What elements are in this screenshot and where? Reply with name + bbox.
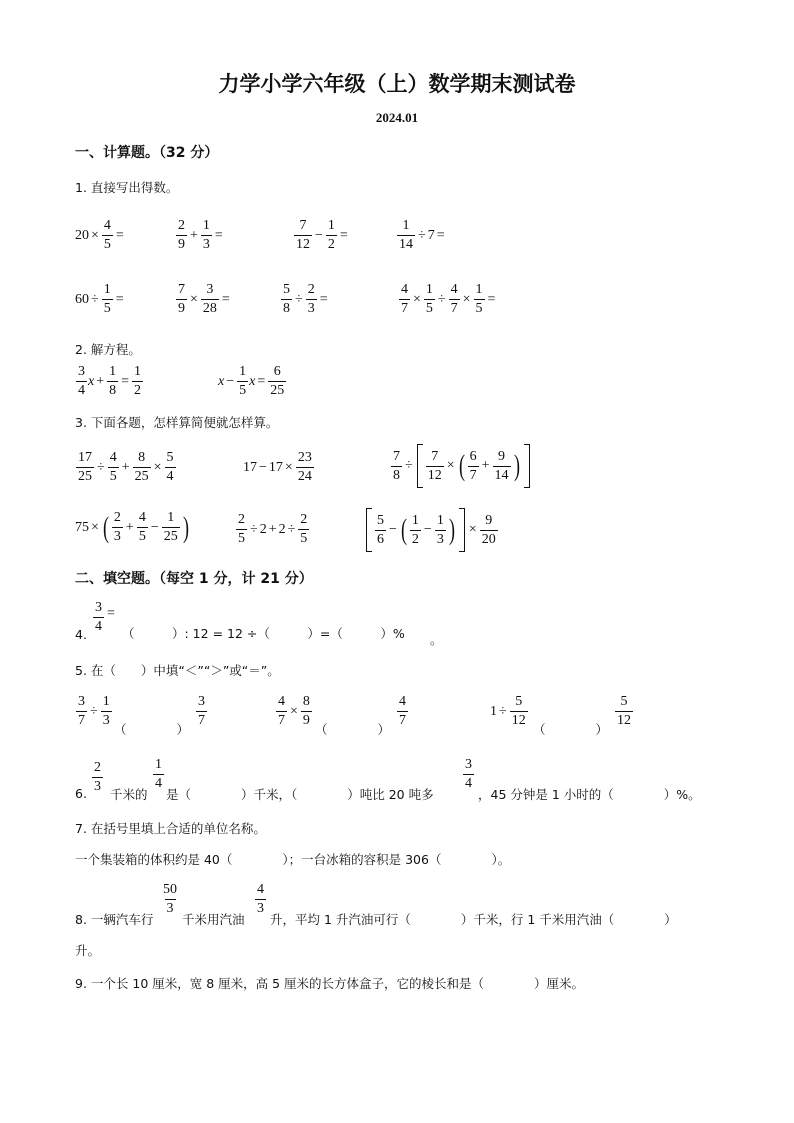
q1-expr-1: 20 × $\frac{4}{5}$ = — [75, 218, 124, 252]
q6-number: 6. — [75, 786, 87, 801]
question-9: 9. 一个长 10 厘米，宽 8 厘米，高 5 厘米的长方体盒子，它的棱长和是（ ）厘米。 — [75, 976, 585, 991]
q4-end: 。 — [430, 632, 443, 647]
q2-equation-2: x − $\frac{1}{5}$ x = $\frac{6}{25}$ — [218, 364, 285, 398]
q3-expr-1: $\frac{17}{25}$ ÷ $\frac{4}{5}$ + $\frac{8}{25}$ × $\frac{5}{4}$ — [78, 450, 174, 484]
q5-blank-3: （ ） — [533, 722, 609, 737]
q6-text-a: 千米的 — [110, 787, 148, 802]
q8-text-c: 升。 — [75, 943, 101, 958]
right-bracket — [459, 508, 465, 552]
q8-text-b: 升，平均 1 升汽油可行（ ）千米，行 1 千米用汽油（ ） — [270, 912, 677, 927]
q4-number: 4. — [75, 627, 87, 642]
q1-expr-8: $\frac{4}{7}$ × $\frac{1}{5}$ ÷ $\frac{4}{7}$ × $\frac{1}{5}$ = — [401, 282, 496, 316]
q6-fraction-3: $\frac{3}{4}$ — [465, 757, 472, 791]
q4-blanks: （ ）: 12 = 12 ÷（ ）=（ ）% — [122, 626, 405, 641]
q5-compare-2: $\frac{4}{7}$ × $\frac{8}{9}$ — [278, 694, 310, 728]
q3-expr-5: $\frac{2}{5}$ ÷ 2 + 2 ÷ $\frac{2}{5}$ — [238, 512, 308, 546]
q5-compare-3: 1 ÷ $\frac{5}{12}$ — [490, 694, 526, 728]
q3-expr-3: $\frac{7}{8}$ ÷ $\frac{7}{12}$ × ( $\frac{6}{7}$ + $\frac{9}{14}$ ) — [390, 444, 532, 488]
q5-blank-2: （ ） — [315, 722, 391, 737]
q8-fraction-2: $\frac{4}{3}$ — [257, 882, 264, 916]
q3-expr-4: 75 × ( $\frac{2}{3}$ + $\frac{4}{5}$ − $\frac{1}{25}$ ) — [75, 510, 189, 544]
q6-text-c: ，45 分钟是 1 小时的（ ）%。 — [478, 787, 701, 802]
q1-expr-6: $\frac{7}{9}$ × $\frac{3}{28}$ = — [178, 282, 230, 316]
q5-blank-1: （ ） — [114, 722, 190, 737]
q2-equation-1: $\frac{3}{4}$ x + $\frac{1}{8}$ = $\frac{1}{2}$ — [78, 364, 142, 398]
q4-fraction: $\frac{3}{4}$ = — [95, 600, 115, 634]
q5-compare-1: $\frac{3}{7}$ ÷ $\frac{1}{3}$ — [78, 694, 110, 728]
left-bracket — [417, 444, 423, 488]
q1-expr-5: 60 ÷ $\frac{1}{5}$ = — [75, 282, 124, 316]
left-bracket — [366, 508, 372, 552]
q1-expr-4: $\frac{1}{14}$ ÷ 7 = — [399, 218, 445, 252]
q6-fraction-1: $\frac{2}{3}$ — [94, 760, 101, 794]
q6-text-b: 是（ ）千米，（ ）吨比 20 吨多 — [166, 787, 434, 802]
q3-expr-2: 17 − 17 × $\frac{23}{24}$ — [243, 450, 312, 484]
question-2: 2. 解方程。 — [75, 342, 141, 357]
q8-number: 8. 一辆汽车行 — [75, 912, 154, 927]
q8-fraction-1: $\frac{50}{3}$ — [163, 882, 177, 916]
section-1-heading: 一、计算题。（32 分） — [75, 145, 219, 161]
q6-fraction-2: $\frac{1}{4}$ — [155, 757, 162, 791]
q5-compare-2-rhs: $\frac{4}{7}$ — [399, 694, 406, 728]
page-title: 力学小学六年级（上）数学期末测试卷 — [218, 71, 576, 96]
question-3: 3. 下面各题，怎样算简便就怎样算。 — [75, 415, 279, 430]
question-1: 1. 直接写出得数。 — [75, 180, 179, 195]
q1-expr-2: $\frac{2}{9}$ + $\frac{1}{3}$ = — [178, 218, 223, 252]
section-2-heading: 二、填空题。（每空 1 分，计 21 分） — [75, 571, 313, 587]
q1-expr-7: $\frac{5}{8}$ ÷ $\frac{2}{3}$ = — [283, 282, 328, 316]
q5-compare-3-rhs: $\frac{5}{12}$ — [617, 694, 631, 728]
question-7: 7. 在括号里填上合适的单位名称。 — [75, 821, 266, 836]
right-bracket — [524, 444, 530, 488]
question-5: 5. 在（ ）中填“＜”“＞”或“＝”。 — [75, 663, 280, 678]
q8-text-a: 千米用汽油 — [182, 912, 245, 927]
q5-compare-1-rhs: $\frac{3}{7}$ — [198, 694, 205, 728]
q3-expr-6: $\frac{5}{6}$ − ( $\frac{1}{2}$ − $\frac{1}{3}$ ) × $\frac{9}{20}$ — [364, 508, 499, 552]
exam-date: 2024.01 — [375, 110, 419, 125]
q1-expr-3: $\frac{7}{12}$ − $\frac{1}{2}$ = — [296, 218, 348, 252]
q7-line: 一个集装箱的体积约是 40（ ）；一台冰箱的容积是 306（ ）。 — [75, 852, 511, 867]
